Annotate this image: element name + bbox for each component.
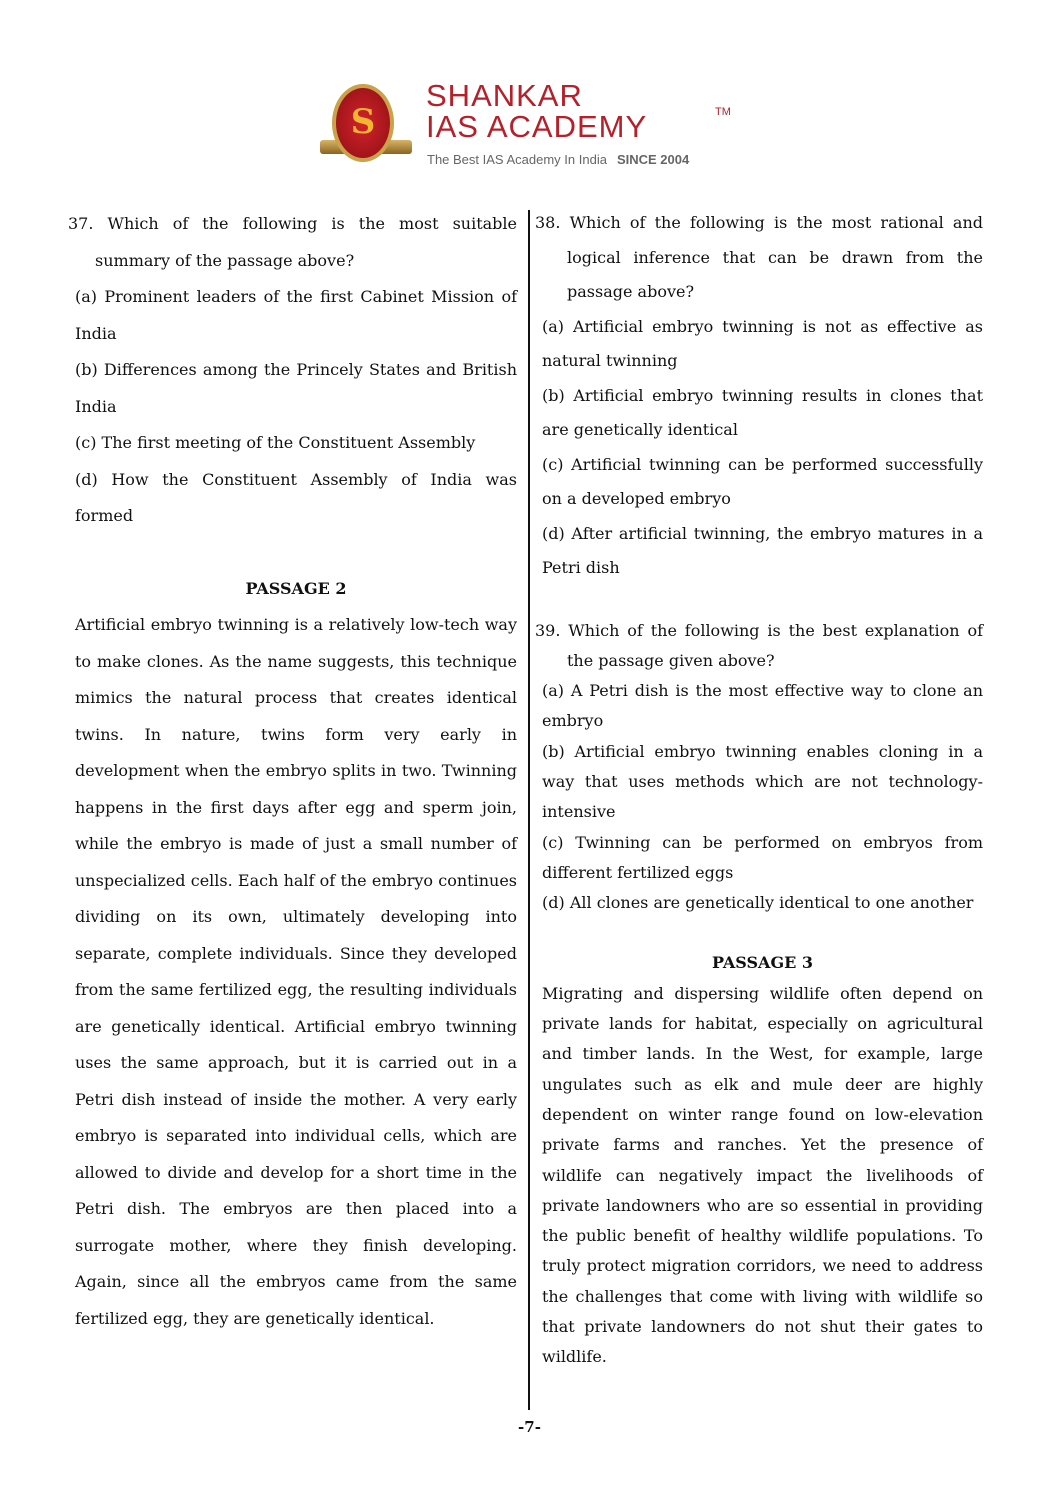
left-column bbox=[68, 206, 517, 1337]
trademark: TM bbox=[715, 106, 731, 118]
option-38d: (d) After artificial twinning, the embryo matures in a Petri dish bbox=[542, 523, 983, 577]
option-39a: (a) A Petri dish is the most effective way to clone an embryo bbox=[542, 681, 983, 731]
option-39d: (d) All clones are genetically identical to one another bbox=[542, 893, 974, 913]
passage-3-text: Migrating and dispersing wildlife often depend on private lands for habitat, especially on agricultural and timber lands. In the West, for example, large ungulates such as elk and mule deer are highly dependent on winter range found on low-elevation private farms and ranches. Yet the presence of wildlife can negatively impact the livelihoods of private landowners who are so essential in providing the public benefit of healthy wildlife populations. To truly protect migration corridors, we need to address the challenges that come with living with wildlife so that private landowners do not shut their gates to wildlife. bbox=[542, 983, 983, 1367]
column-divider bbox=[528, 210, 530, 1410]
passage-2-title: PASSAGE 2 bbox=[245, 578, 347, 598]
tagline: The Best IAS Academy In India SINCE 2004 bbox=[427, 152, 690, 167]
option-37a: (a) Prominent leaders of the first Cabinet Mission of India bbox=[75, 287, 517, 343]
option-39b: (b) Artificial embryo twinning enables cloning in a way that uses methods which are not technology-intensive bbox=[542, 741, 983, 822]
question-38: 38. Which of the following is the most rational and logical inference that can be drawn from the passage above? bbox=[535, 213, 983, 301]
right-column bbox=[535, 206, 983, 1373]
option-39c: (c) Twinning can be performed on embryos from different fertilized eggs bbox=[542, 832, 983, 882]
passage-3-title: PASSAGE 3 bbox=[711, 953, 813, 973]
question-37: 37. Which of the following is the most suitable summary of the passage above? bbox=[68, 214, 517, 270]
question-39: 39. Which of the following is the best explanation of the passage given above? bbox=[535, 620, 983, 670]
option-37c: (c) The first meeting of the Constituent Assembly bbox=[75, 433, 476, 452]
option-37d: (d) How the Constituent Assembly of India was formed bbox=[75, 469, 517, 525]
academy-logo bbox=[320, 78, 740, 178]
page-number: -7- bbox=[518, 1418, 541, 1436]
emblem-icon: S bbox=[332, 84, 394, 162]
option-38b: (b) Artificial embryo twinning results in clones that are genetically identical bbox=[542, 385, 983, 439]
option-38c: (c) Artificial twinning can be performed successfully on a developed embryo bbox=[542, 454, 983, 508]
option-38a: (a) Artificial embryo twinning is not as effective as natural twinning bbox=[542, 316, 983, 370]
passage-2-text: Artificial embryo twinning is a relatively low-tech way to make clones. As the name suggests, this technique mimics the natural process that creates identical twins. In nature, twins form very early in development when the embryo splits in two. Twinning happens in the first days after egg and sperm join, while the embryo is made of just a small number of unspecialized cells. Each half of the embryo continues dividing on its own, ultimately developing into separate, complete individuals. Since they developed from the same fertilized egg, the resulting individuals are genetically identical. Artificial embryo twinning uses the same approach, but it is carried out in a Petri dish instead of inside the mother. A very early embryo is separated into individual cells, which are allowed to divide and develop for a short time in the Petri dish. The embryos are then placed into a surrogate mother, where they finish developing. Again, since all the embryos came from the same fertilized egg, they are genetically identical. bbox=[75, 615, 517, 1328]
option-37b: (b) Differences among the Princely States and British India bbox=[75, 360, 517, 416]
brand-name: SHANKAR IAS ACADEMY bbox=[426, 78, 648, 144]
